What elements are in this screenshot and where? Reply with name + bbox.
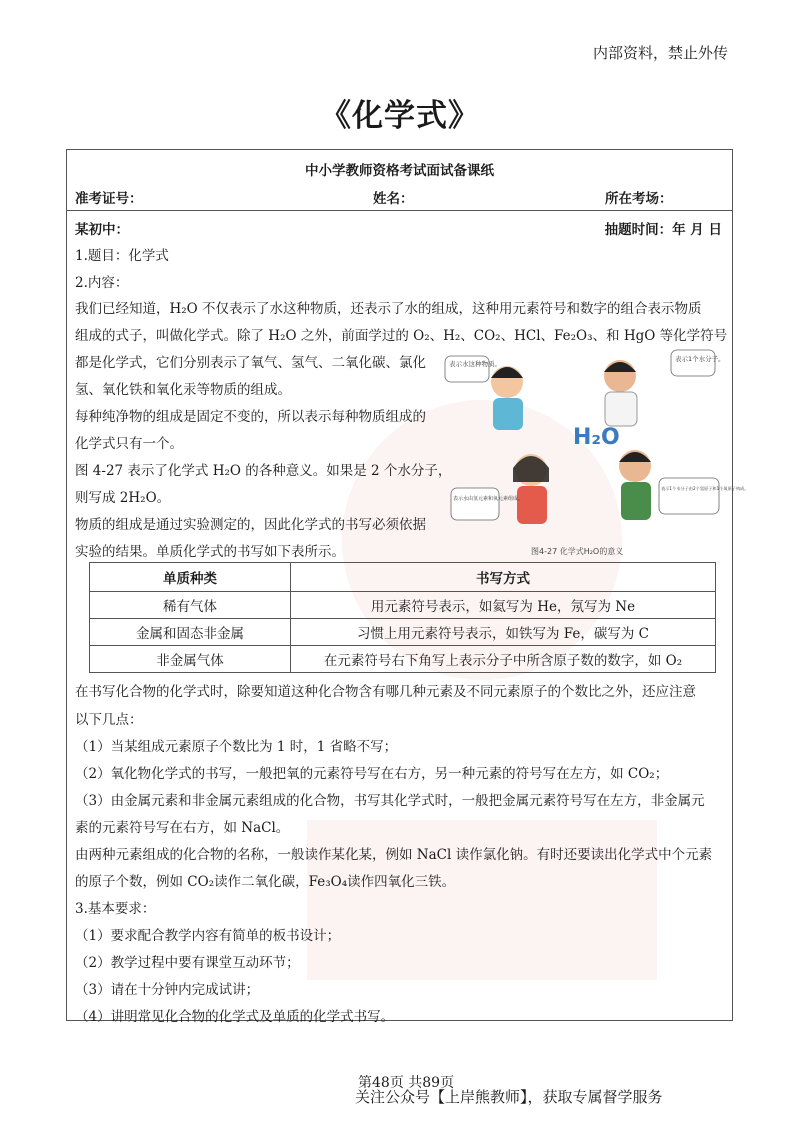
- bubble-text: 表示1个水分子。: [675, 355, 725, 363]
- school-label: 某初中：: [75, 222, 129, 238]
- bubble-text: 表示水由氢元素和氧元素组成。: [453, 496, 524, 502]
- boy-figure: [619, 450, 651, 520]
- paragraph-line: 氢、氧化铁和氧化汞等物质的组成。: [75, 382, 291, 398]
- paragraph-line: 以下几点：: [75, 712, 143, 728]
- draw-date-label: 抽题时间：年 月 日: [604, 222, 722, 238]
- paragraph-line: 组成的式子，叫做化学式。除了 H₂O 之外，前面学过的 O₂、H₂、CO₂、HCl、Fe₂O₃、和 HgO 等化学符号: [75, 328, 728, 344]
- speech-bubble: [671, 350, 725, 376]
- paragraph-line: 由两种元素组成的化合物的名称，一般读作某化某，例如 NaCl 读作氯化钠。有时还要读出化学式中个元素: [75, 847, 713, 863]
- table-row: [90, 646, 716, 673]
- h2o-formula: H₂O: [573, 425, 620, 450]
- figure-caption: 图4-27 化学式H₂O的意义: [531, 547, 624, 556]
- confidential-notice: 内部资料，禁止外传: [592, 44, 728, 62]
- bubble-text: 表示水这种物质。: [449, 360, 501, 368]
- paragraph-line: 图 4-27 表示了化学式 H₂O 的各种意义。如果是 2 个水分子，: [75, 463, 452, 479]
- requirement-item: （3）请在十分钟内完成试讲；: [75, 982, 260, 998]
- paragraph-line: 物质的组成是通过实验测定的，因此化学式的书写必须依据: [75, 517, 426, 533]
- table-cell: 稀有气体: [90, 592, 291, 619]
- column-header: 书写方式: [291, 563, 716, 592]
- table-cell: 金属和固态非金属: [90, 619, 291, 646]
- table-cell: 在元素符号右下角写上表示分子中所含原子数的数字，如 O₂: [291, 646, 716, 673]
- name-label: 姓名：: [373, 191, 414, 207]
- topic-line: 1.题目：化学式: [75, 248, 169, 264]
- requirement-item: （1）要求配合教学内容有简单的板书设计；: [75, 928, 341, 944]
- paragraph-line: 的原子个数，例如 CO₂读作二氧化碳，Fe₃O₄读作四氧化三铁。: [75, 874, 456, 890]
- rule-item: 素的元素符号写在右方，如 NaCl。: [75, 820, 290, 836]
- paragraph-line: 我们已经知道，H₂O 不仅表示了水这种物质，还表示了水的组成，这种用元素符号和数字的组合表示物质: [75, 301, 702, 317]
- table-row: [90, 592, 716, 619]
- paragraph-line: 都是化学式，它们分别表示了氧气、氢气、二氧化碳、氯化: [75, 355, 426, 371]
- table-cell: 用元素符号表示，如氦写为 He，氖写为 Ne: [291, 592, 716, 619]
- sheet-header: [67, 150, 732, 211]
- speech-bubble: [659, 478, 749, 514]
- paragraph-line: 每种纯净物的组成是固定不变的，所以表示每种物质组成的: [75, 409, 426, 425]
- elemental-formula-table: [89, 562, 716, 673]
- document-title: 《化学式》: [320, 98, 480, 134]
- column-header: 单质种类: [90, 563, 291, 592]
- table-row: [90, 619, 716, 646]
- table-cell: 非金属气体: [90, 646, 291, 673]
- speech-bubble: [451, 488, 523, 520]
- paragraph-line: 实验的结果。单质化学式的书写如下表所示。: [75, 544, 345, 560]
- rule-item: （2）氧化物化学式的书写，一般把氧的元素符号写在右方，另一种元素的符号写在左方，如 CO₂；: [75, 766, 669, 782]
- girl-figure: [513, 454, 549, 524]
- h2o-meaning-illustration: [445, 348, 749, 560]
- footer-promo: 关注公众号【上岸熊教师】，获取专属督学服务: [355, 1088, 663, 1106]
- requirement-item: （4）讲明常见化合物的化学式及单质的化学式书写。: [75, 1009, 395, 1025]
- boy-figure: [604, 360, 637, 426]
- requirement-item: （2）教学过程中要有课堂互动环节；: [75, 955, 300, 971]
- paragraph-line: 在书写化合物的化学式时，除要知道这种化合物含有哪几种元素及不同元素原子的个数比之外，还应注意: [75, 684, 696, 700]
- boy-figure: [491, 366, 523, 430]
- table-cell: 习惯上用元素符号表示，如铁写为 Fe，碳写为 C: [291, 619, 716, 646]
- paragraph-line: 化学式只有一个。: [75, 436, 183, 452]
- venue-label: 所在考场：: [605, 191, 673, 207]
- rule-item: （3）由金属元素和非金属元素组成的化合物，书写其化学式时，一般把金属元素符号写在左方，非金属元: [75, 793, 705, 809]
- lesson-prep-sheet: [66, 149, 749, 1025]
- content-heading: 2.内容：: [75, 275, 129, 291]
- page-number: 第48页 共89页: [358, 1075, 455, 1091]
- rule-item: （1）当某组成元素原子个数比为 1 时，1 省略不写；: [75, 739, 398, 755]
- sheet-title: 中小学教师资格考试面试备课纸: [305, 163, 494, 179]
- bubble-text: 表示1个水分子由2个氢原子和1个氧原子构成。: [661, 486, 749, 491]
- ticket-number-label: 准考证号：: [75, 191, 143, 207]
- requirements-heading: 3.基本要求：: [75, 901, 156, 917]
- paragraph-line: 则写成 2H₂O。: [75, 490, 171, 506]
- table-header-row: [90, 563, 716, 592]
